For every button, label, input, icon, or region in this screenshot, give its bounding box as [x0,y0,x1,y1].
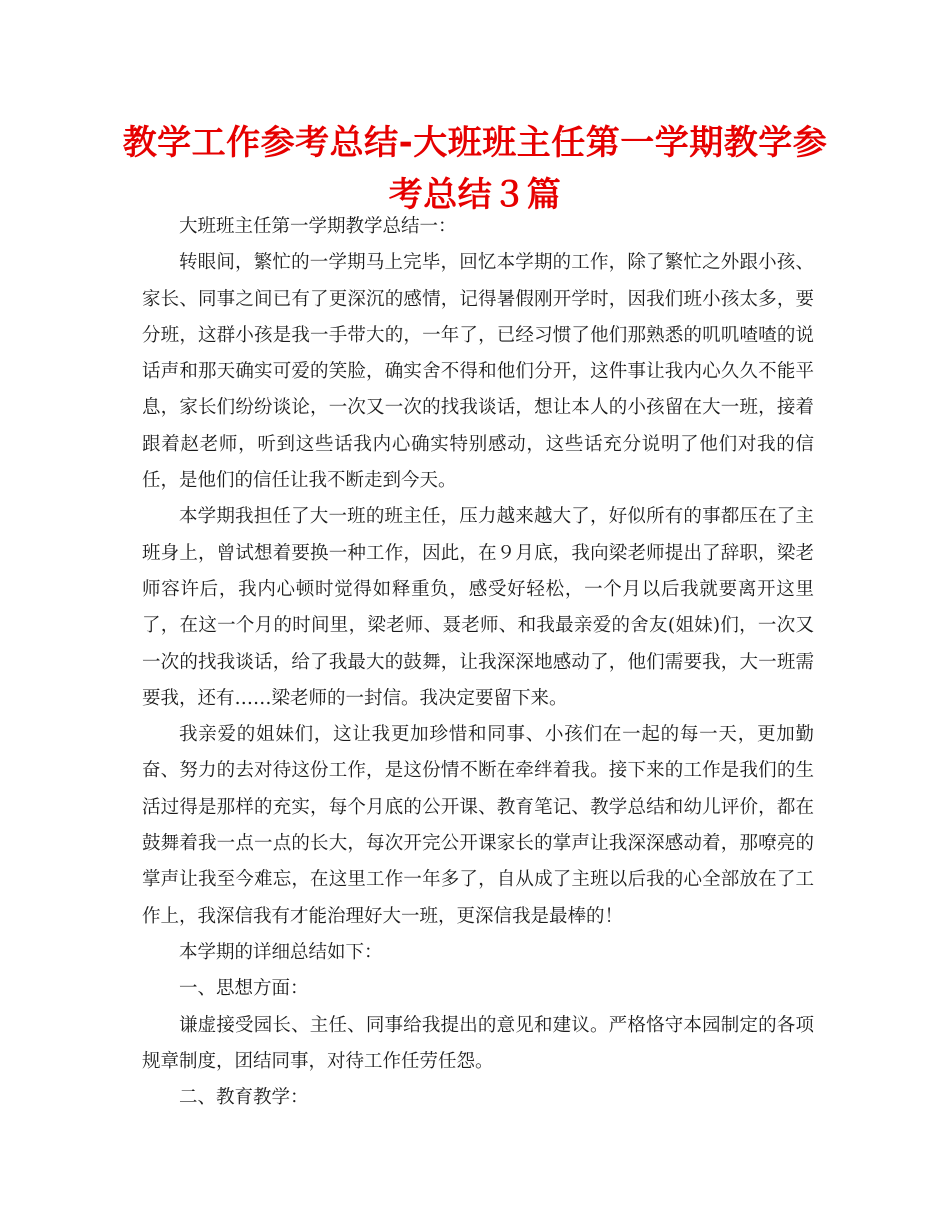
section-heading: 一、思想方面： [179,978,309,1000]
paragraph: 谦虚接受园长、主任、同事给我提出的意见和建议。严格恪守本园制定的各项规章制度，团结同事，对待工作任劳任怨。 [142,1014,814,1072]
section-heading: 二、教育教学： [179,1087,309,1109]
paragraph: 转眼间，繁忙的一学期马上完毕，回忆本学期的工作，除了繁忙之外跟小孩、家长、同事之间已有了更深沉的感情，记得暑假刚开学时，因我们班小孩太多，要分班，这群小孩是我一手带大的，一年了，已经习惯了他们那熟悉的叽叽喳喳的说话声和那天确实可爱的笑脸，确实舍不得和他们分开，这件事让我内心久久不能平息，家长们纷纷谈论，一次又一次的找我谈话，想让本人的小孩留在大一班，接着跟着赵老师，听到这些话我内心确实特别感动，这些话充分说明了他们对我的信任，是他们的信任让我不断走到今天。 [142,252,814,492]
document-title: 教学工作参考总结-大班班主任第一学期教学参考总结３篇 [122,123,828,215]
paragraph: 我亲爱的姐妹们，这让我更加珍惜和同事、小孩们在一起的每一天，更加勤奋、努力的去对待这份工作，是这份情不断在牵绊着我。接下来的工作是我们的生活过得是那样的充实，每个月底的公开课、教育笔记、教学总结和幼儿评价，都在鼓舞着我一点一点的长大，每次开完公开课家长的掌声让我深深感动着，那嘹亮的掌声让我至今难忘，在这里工作一年多了，自从成了主班以后我的心全部放在了工作上，我深信我有才能治理好大一班，更深信我是最棒的！ [142,724,814,927]
section-heading: 大班班主任第一学期教学总结一： [179,216,457,237]
paragraph: 本学期我担任了大一班的班主任，压力越来越大了，好似所有的事都压在了主班身上，曾试想着要换一种工作，因此，在９月底，我向梁老师提出了辞职，梁老师容许后，我内心顿时觉得如释重负，感受好轻松，一个月以后我就要离开这里了，在这一个月的时间里，梁老师、聂老师、和我最亲爱的舍友(姐妹)们，一次又一次的找我谈话，给了我最大的鼓舞，让我深深地感动了，他们需要我，大一班需要我，还有……梁老师的一封信。我决定要留下来。 [142,506,814,709]
paragraph: 本学期的详细总结如下： [179,941,383,963]
document-body [142,209,814,1116]
